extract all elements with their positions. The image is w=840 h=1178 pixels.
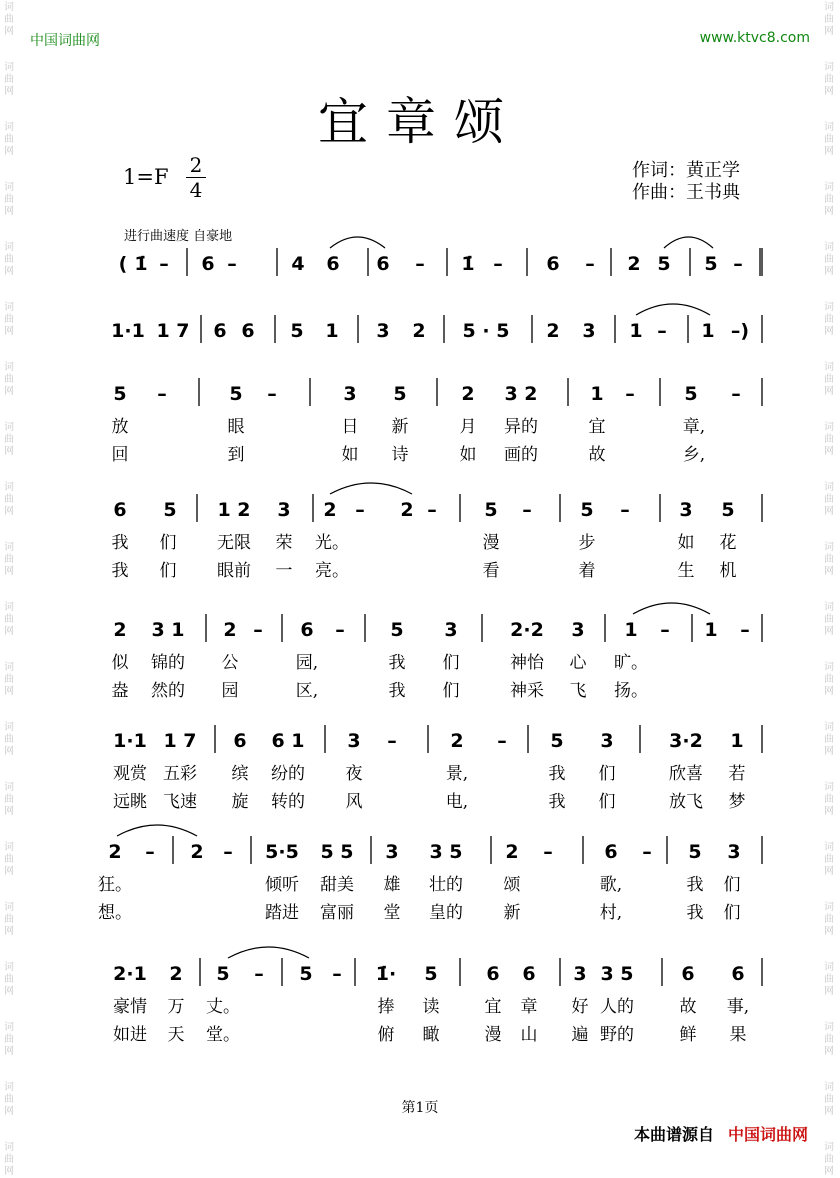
note: –	[543, 841, 553, 863]
tie-slur	[664, 237, 713, 248]
watermark-text: 词 曲 网	[824, 1082, 834, 1117]
note: 3	[385, 841, 399, 863]
tie-slur	[117, 825, 197, 836]
lyric-verse-2: 堂。	[206, 1025, 240, 1045]
watermark-text: 词 曲 网	[824, 302, 834, 337]
tempo-marking: 进行曲速度 自豪地	[124, 229, 233, 244]
watermark-text: 词 曲 网	[4, 242, 14, 277]
watermark-text: 词 曲 网	[4, 302, 14, 337]
watermark-text: 词 曲 网	[824, 842, 834, 877]
watermark-text: 词 曲 网	[4, 1022, 14, 1057]
note: 5	[113, 383, 127, 405]
lyric-verse-1: 缤	[231, 764, 249, 784]
note: 1 7	[156, 320, 190, 342]
key-signature: 1=F	[123, 165, 169, 189]
lyric-verse-1: 歌,	[599, 875, 623, 895]
lyric-verse-1: 步	[578, 533, 596, 553]
note: –	[642, 841, 652, 863]
note: –	[620, 499, 630, 521]
lyric-verse-1: 观赏	[113, 764, 147, 784]
lyric-verse-2: 飞速	[163, 792, 197, 812]
lyric-verse-2: 飞	[569, 681, 587, 701]
watermark-text: 词 曲 网	[4, 1142, 14, 1177]
note: 6	[241, 320, 255, 342]
lyric-verse-2: 皇的	[429, 903, 463, 923]
note: 6 1	[271, 730, 305, 752]
lyric-verse-1: 们	[598, 764, 616, 784]
note: –	[415, 253, 425, 275]
lyric-verse-2: 俯	[377, 1025, 395, 1045]
lyric-verse-2: 我	[111, 561, 129, 581]
note: 2·2	[510, 619, 544, 641]
note: 6	[681, 963, 695, 985]
note: 5	[393, 383, 407, 405]
note: –	[733, 253, 743, 275]
watermark-text: 词 曲 网	[824, 1142, 834, 1177]
watermark-text: 词 曲 网	[824, 242, 834, 277]
note: (	[118, 253, 128, 275]
lyric-verse-1: 欣喜	[669, 764, 703, 784]
watermark-text: 词 曲 网	[824, 482, 834, 517]
note: 6	[486, 963, 500, 985]
lyric-verse-2: 旋	[231, 792, 249, 812]
note: 1̇·	[375, 963, 397, 985]
note: 5	[216, 963, 230, 985]
source-credit	[634, 1122, 808, 1145]
note: 2·1	[113, 963, 147, 985]
note: 2	[627, 253, 641, 275]
note: 3	[376, 320, 390, 342]
lyric-verse-2: 生	[677, 561, 695, 581]
watermark-text: 词 曲 网	[824, 362, 834, 397]
note: –	[657, 320, 667, 342]
note: 5	[229, 383, 243, 405]
note: 2	[169, 963, 183, 985]
lyric-verse-1: 花	[719, 533, 737, 553]
watermark-text: 词 曲 网	[4, 1082, 14, 1117]
lyric-verse-1: 人的	[600, 997, 634, 1017]
note: 2	[400, 499, 414, 521]
lyric-verse-2: 想。	[98, 903, 132, 923]
note: –	[660, 619, 670, 641]
note: 3	[343, 383, 357, 405]
lyric-verse-1: 景,	[445, 764, 469, 784]
watermark-text: 词 曲 网	[4, 782, 14, 817]
time-signature	[186, 154, 206, 201]
note: 3	[600, 730, 614, 752]
site-name-left[interactable]: 中国词曲网	[30, 33, 100, 49]
lyric-verse-1: 荣	[275, 533, 293, 553]
lyric-verse-2: 果	[729, 1025, 747, 1045]
lyric-verse-1: 园,	[295, 653, 319, 673]
note: 6	[113, 499, 127, 521]
tie-slur	[636, 304, 710, 315]
note: 3 5	[429, 841, 463, 863]
note: 5	[550, 730, 564, 752]
note: 6	[731, 963, 745, 985]
watermark-text: 词 曲 网	[4, 362, 14, 397]
note: –	[332, 963, 342, 985]
time-signature-bottom: 4	[189, 178, 203, 202]
note: 3 1	[151, 619, 185, 641]
note: –	[227, 253, 237, 275]
note: 5	[299, 963, 313, 985]
lyric-verse-2: 电,	[445, 792, 469, 812]
watermark-text: 词 曲 网	[4, 722, 14, 757]
note: –	[355, 499, 365, 521]
watermark-text: 词 曲 网	[824, 662, 834, 697]
lyric-verse-2: 风	[345, 792, 363, 812]
note: –)	[730, 320, 750, 342]
lyric-verse-2: 我	[388, 681, 406, 701]
watermark-text: 词 曲 网	[4, 2, 14, 37]
lyric-verse-1: 旷。	[614, 653, 648, 673]
lyric-verse-1: 颂	[503, 875, 521, 895]
note: 1·1	[111, 320, 145, 342]
note: 6	[201, 253, 215, 275]
note: –	[731, 383, 741, 405]
lyric-verse-2: 转的	[271, 792, 305, 812]
note: 5	[290, 320, 304, 342]
note: 3	[277, 499, 291, 521]
note: 2	[323, 499, 337, 521]
lyric-verse-1: 五彩	[163, 764, 197, 784]
lyric-verse-2: 画的	[504, 445, 538, 465]
lyric-verse-2: 山	[520, 1025, 538, 1045]
lyric-verse-1: 神怡	[510, 653, 544, 673]
note: –	[625, 383, 635, 405]
watermark-text: 词 曲 网	[824, 122, 834, 157]
lyric-verse-1: 宜	[484, 997, 502, 1017]
lyric-verse-2: 亮。	[315, 561, 349, 581]
note: 1	[624, 619, 638, 641]
lyric-verse-1: 们	[442, 653, 460, 673]
note: 5	[657, 253, 671, 275]
lyric-verse-1: 捧	[377, 997, 395, 1017]
lyric-verse-1: 公	[221, 653, 239, 673]
note: 6	[326, 253, 340, 275]
lyric-verse-2: 机	[719, 561, 737, 581]
page-number: 第1页	[401, 1100, 439, 1116]
watermark-text: 词 曲 网	[4, 662, 14, 697]
note: –	[497, 730, 507, 752]
note: 6	[604, 841, 618, 863]
note: 5	[684, 383, 698, 405]
note: 2	[108, 841, 122, 863]
lyric-verse-2: 村,	[599, 903, 623, 923]
lyric-verse-1: 们	[723, 875, 741, 895]
note: 5	[484, 499, 498, 521]
lyric-verse-2: 神采	[510, 681, 544, 701]
lyric-verse-2: 们	[159, 561, 177, 581]
site-url-right[interactable]: www.ktvc8.com	[699, 30, 810, 46]
lyric-verse-1: 我	[111, 533, 129, 553]
watermark-text: 词 曲 网	[4, 182, 14, 217]
lyric-verse-1: 豪情	[113, 997, 147, 1017]
lyric-verse-1: 章	[520, 997, 538, 1017]
lyric-verse-2: 富丽	[320, 903, 354, 923]
watermark-text: 词 曲 网	[824, 2, 834, 37]
watermark-text: 词 曲 网	[824, 782, 834, 817]
note: –	[253, 619, 263, 641]
lyric-verse-2: 鲜	[679, 1025, 697, 1045]
composer-credit: 作曲：王书典	[632, 182, 740, 203]
note: 3	[573, 963, 587, 985]
note: 6	[376, 253, 390, 275]
lyric-verse-1: 似	[111, 653, 129, 673]
lyric-verse-1: 眼	[227, 417, 245, 437]
lyric-verse-2: 们	[598, 792, 616, 812]
note: –	[335, 619, 345, 641]
note: 6	[522, 963, 536, 985]
watermark-text: 词 曲 网	[824, 722, 834, 757]
lyric-verse-1: 壮的	[429, 875, 463, 895]
note: 3 2	[504, 383, 538, 405]
note: 5	[580, 499, 594, 521]
lyric-verse-2: 一	[275, 561, 293, 581]
note: –	[585, 253, 595, 275]
lyric-verse-1: 心	[569, 653, 587, 673]
lyric-verse-1: 我	[686, 875, 704, 895]
watermark-text: 词 曲 网	[4, 482, 14, 517]
lyric-verse-1: 纷的	[271, 764, 305, 784]
note: 3·2	[669, 730, 703, 752]
lyric-verse-2: 着	[578, 561, 596, 581]
song-title: 宜章颂	[318, 93, 522, 151]
lyric-verse-1: 光。	[315, 533, 349, 553]
watermark-text: 词 曲 网	[824, 1022, 834, 1057]
lyric-verse-1: 倾听	[265, 875, 299, 895]
lyric-verse-2: 看	[482, 561, 500, 581]
tie-slur	[228, 947, 309, 958]
lyric-verse-1: 章,	[682, 417, 706, 437]
lyric-verse-1: 丈。	[206, 997, 240, 1017]
note: 3	[347, 730, 361, 752]
lyric-verse-1: 漫	[482, 533, 500, 553]
note: 1	[730, 730, 744, 752]
note: 2	[113, 619, 127, 641]
lyric-verse-1: 雄	[383, 875, 401, 895]
lyric-verse-1: 们	[159, 533, 177, 553]
note: 1	[704, 619, 718, 641]
watermark-text: 词 曲 网	[824, 62, 834, 97]
watermark-text: 词 曲 网	[4, 962, 14, 997]
lyric-verse-2: 漫	[484, 1025, 502, 1045]
watermark-text: 词 曲 网	[824, 902, 834, 937]
lyric-verse-1: 事,	[726, 997, 750, 1017]
lyric-verse-2: 我	[686, 903, 704, 923]
note: 1	[325, 320, 339, 342]
lyric-verse-2: 如进	[113, 1025, 147, 1045]
note: 2	[412, 320, 426, 342]
note: 1 2	[217, 499, 251, 521]
note: 5	[163, 499, 177, 521]
note: 6	[213, 320, 227, 342]
note: 2	[223, 619, 237, 641]
watermark-text: 词 曲 网	[4, 122, 14, 157]
note: –	[254, 963, 264, 985]
note: –	[522, 499, 532, 521]
lyric-verse-1: 我	[548, 764, 566, 784]
note: –	[267, 383, 277, 405]
lyric-verse-2: 我	[548, 792, 566, 812]
lyric-verse-2: 新	[503, 903, 521, 923]
watermark-text: 词 曲 网	[824, 422, 834, 457]
note: –	[427, 499, 437, 521]
lyric-verse-1: 宜	[588, 417, 606, 437]
note: 5 5	[320, 841, 354, 863]
lyric-verse-1: 放	[111, 417, 129, 437]
lyric-verse-2: 堂	[383, 903, 401, 923]
source-site-link[interactable]: 中国词曲网	[727, 1125, 808, 1144]
lyric-verse-2: 区,	[295, 681, 319, 701]
lyric-verse-1: 无限	[217, 533, 251, 553]
note: –	[223, 841, 233, 863]
note: 6	[233, 730, 247, 752]
lyric-verse-2: 野的	[600, 1025, 634, 1045]
note: –	[157, 383, 167, 405]
watermark-text: 词 曲 网	[4, 602, 14, 637]
lyric-verse-2: 远眺	[113, 792, 147, 812]
lyric-verse-1: 万	[167, 997, 185, 1017]
source-label: 本曲谱源自	[633, 1125, 714, 1144]
watermark-text: 词 曲 网	[824, 962, 834, 997]
lyric-verse-1: 夜	[345, 764, 363, 784]
note: 5 · 5	[462, 320, 510, 342]
note: 2	[546, 320, 560, 342]
lyric-verse-2: 到	[227, 445, 245, 465]
note: –	[493, 253, 503, 275]
note: 5	[390, 619, 404, 641]
tie-slur	[330, 237, 385, 248]
note: 1	[701, 320, 715, 342]
tie-slur	[633, 603, 710, 614]
note: 3	[727, 841, 741, 863]
watermark-text: 词 曲 网	[4, 842, 14, 877]
lyric-verse-1: 故	[679, 997, 697, 1017]
note: 3	[444, 619, 458, 641]
lyric-verse-2: 如	[459, 445, 477, 465]
note: 3	[582, 320, 596, 342]
time-signature-top: 2	[189, 153, 203, 177]
lyric-verse-2: 眼前	[217, 561, 251, 581]
watermark-text: 词 曲 网	[824, 542, 834, 577]
lyric-verse-2: 乡,	[682, 445, 706, 465]
note: 2	[505, 841, 519, 863]
lyric-verse-1: 月	[459, 417, 477, 437]
note: 5	[721, 499, 735, 521]
note: 5	[704, 253, 718, 275]
lyric-verse-2: 天	[167, 1025, 185, 1045]
note: –	[159, 253, 169, 275]
lyric-verse-1: 异的	[504, 417, 538, 437]
lyricist-credit: 作词：黄正学	[632, 160, 740, 181]
note: 6	[300, 619, 314, 641]
note: 1̇	[461, 253, 475, 275]
note: 2	[190, 841, 204, 863]
note: 3	[571, 619, 585, 641]
lyric-verse-1: 日	[341, 417, 359, 437]
note: 3	[679, 499, 693, 521]
note: –	[740, 619, 750, 641]
note: 1	[629, 320, 643, 342]
lyric-verse-1: 读	[422, 997, 440, 1017]
note: 6	[546, 253, 560, 275]
note: 3 5	[600, 963, 634, 985]
lyric-verse-1: 狂。	[98, 875, 132, 895]
note: 2	[450, 730, 464, 752]
lyric-verse-2: 盎	[111, 681, 129, 701]
note: 1̇	[134, 253, 148, 275]
note: 1 7	[163, 730, 197, 752]
lyric-verse-2: 放飞	[669, 792, 703, 812]
lyric-verse-2: 踏进	[265, 903, 299, 923]
lyric-verse-1: 若	[728, 764, 746, 784]
lyric-verse-2: 然的	[151, 681, 185, 701]
note: 1	[590, 383, 604, 405]
note: –	[145, 841, 155, 863]
lyric-verse-2: 回	[111, 445, 129, 465]
lyric-verse-2: 们	[442, 681, 460, 701]
lyric-verse-2: 故	[588, 445, 606, 465]
watermark-text: 词 曲 网	[824, 602, 834, 637]
lyric-verse-1: 新	[391, 417, 409, 437]
lyric-verse-2: 扬。	[614, 681, 648, 701]
watermark-text: 词 曲 网	[4, 422, 14, 457]
note: 2	[461, 383, 475, 405]
note: 4	[291, 253, 305, 275]
lyric-verse-1: 锦的	[151, 653, 185, 673]
watermark-text: 词 曲 网	[824, 182, 834, 217]
lyric-verse-2: 瞰	[422, 1025, 440, 1045]
lyric-verse-2: 如	[341, 445, 359, 465]
lyric-verse-1: 我	[388, 653, 406, 673]
lyric-verse-2: 诗	[391, 445, 409, 465]
note: 5	[424, 963, 438, 985]
lyric-verse-1: 甜美	[320, 875, 354, 895]
lyric-verse-2: 们	[723, 903, 741, 923]
watermark-text: 词 曲 网	[4, 902, 14, 937]
lyric-verse-2: 遍	[571, 1025, 589, 1045]
note: 1·1	[113, 730, 147, 752]
note: 5·5	[265, 841, 299, 863]
lyric-verse-2: 园	[221, 681, 239, 701]
note: 5	[688, 841, 702, 863]
credits	[632, 160, 740, 204]
watermark-text: 词 曲 网	[4, 62, 14, 97]
note: –	[387, 730, 397, 752]
lyric-verse-1: 好	[571, 997, 589, 1017]
tie-slur	[330, 483, 412, 494]
lyric-verse-2: 梦	[728, 792, 746, 812]
watermark-text: 词 曲 网	[4, 542, 14, 577]
lyric-verse-1: 如	[677, 533, 695, 553]
